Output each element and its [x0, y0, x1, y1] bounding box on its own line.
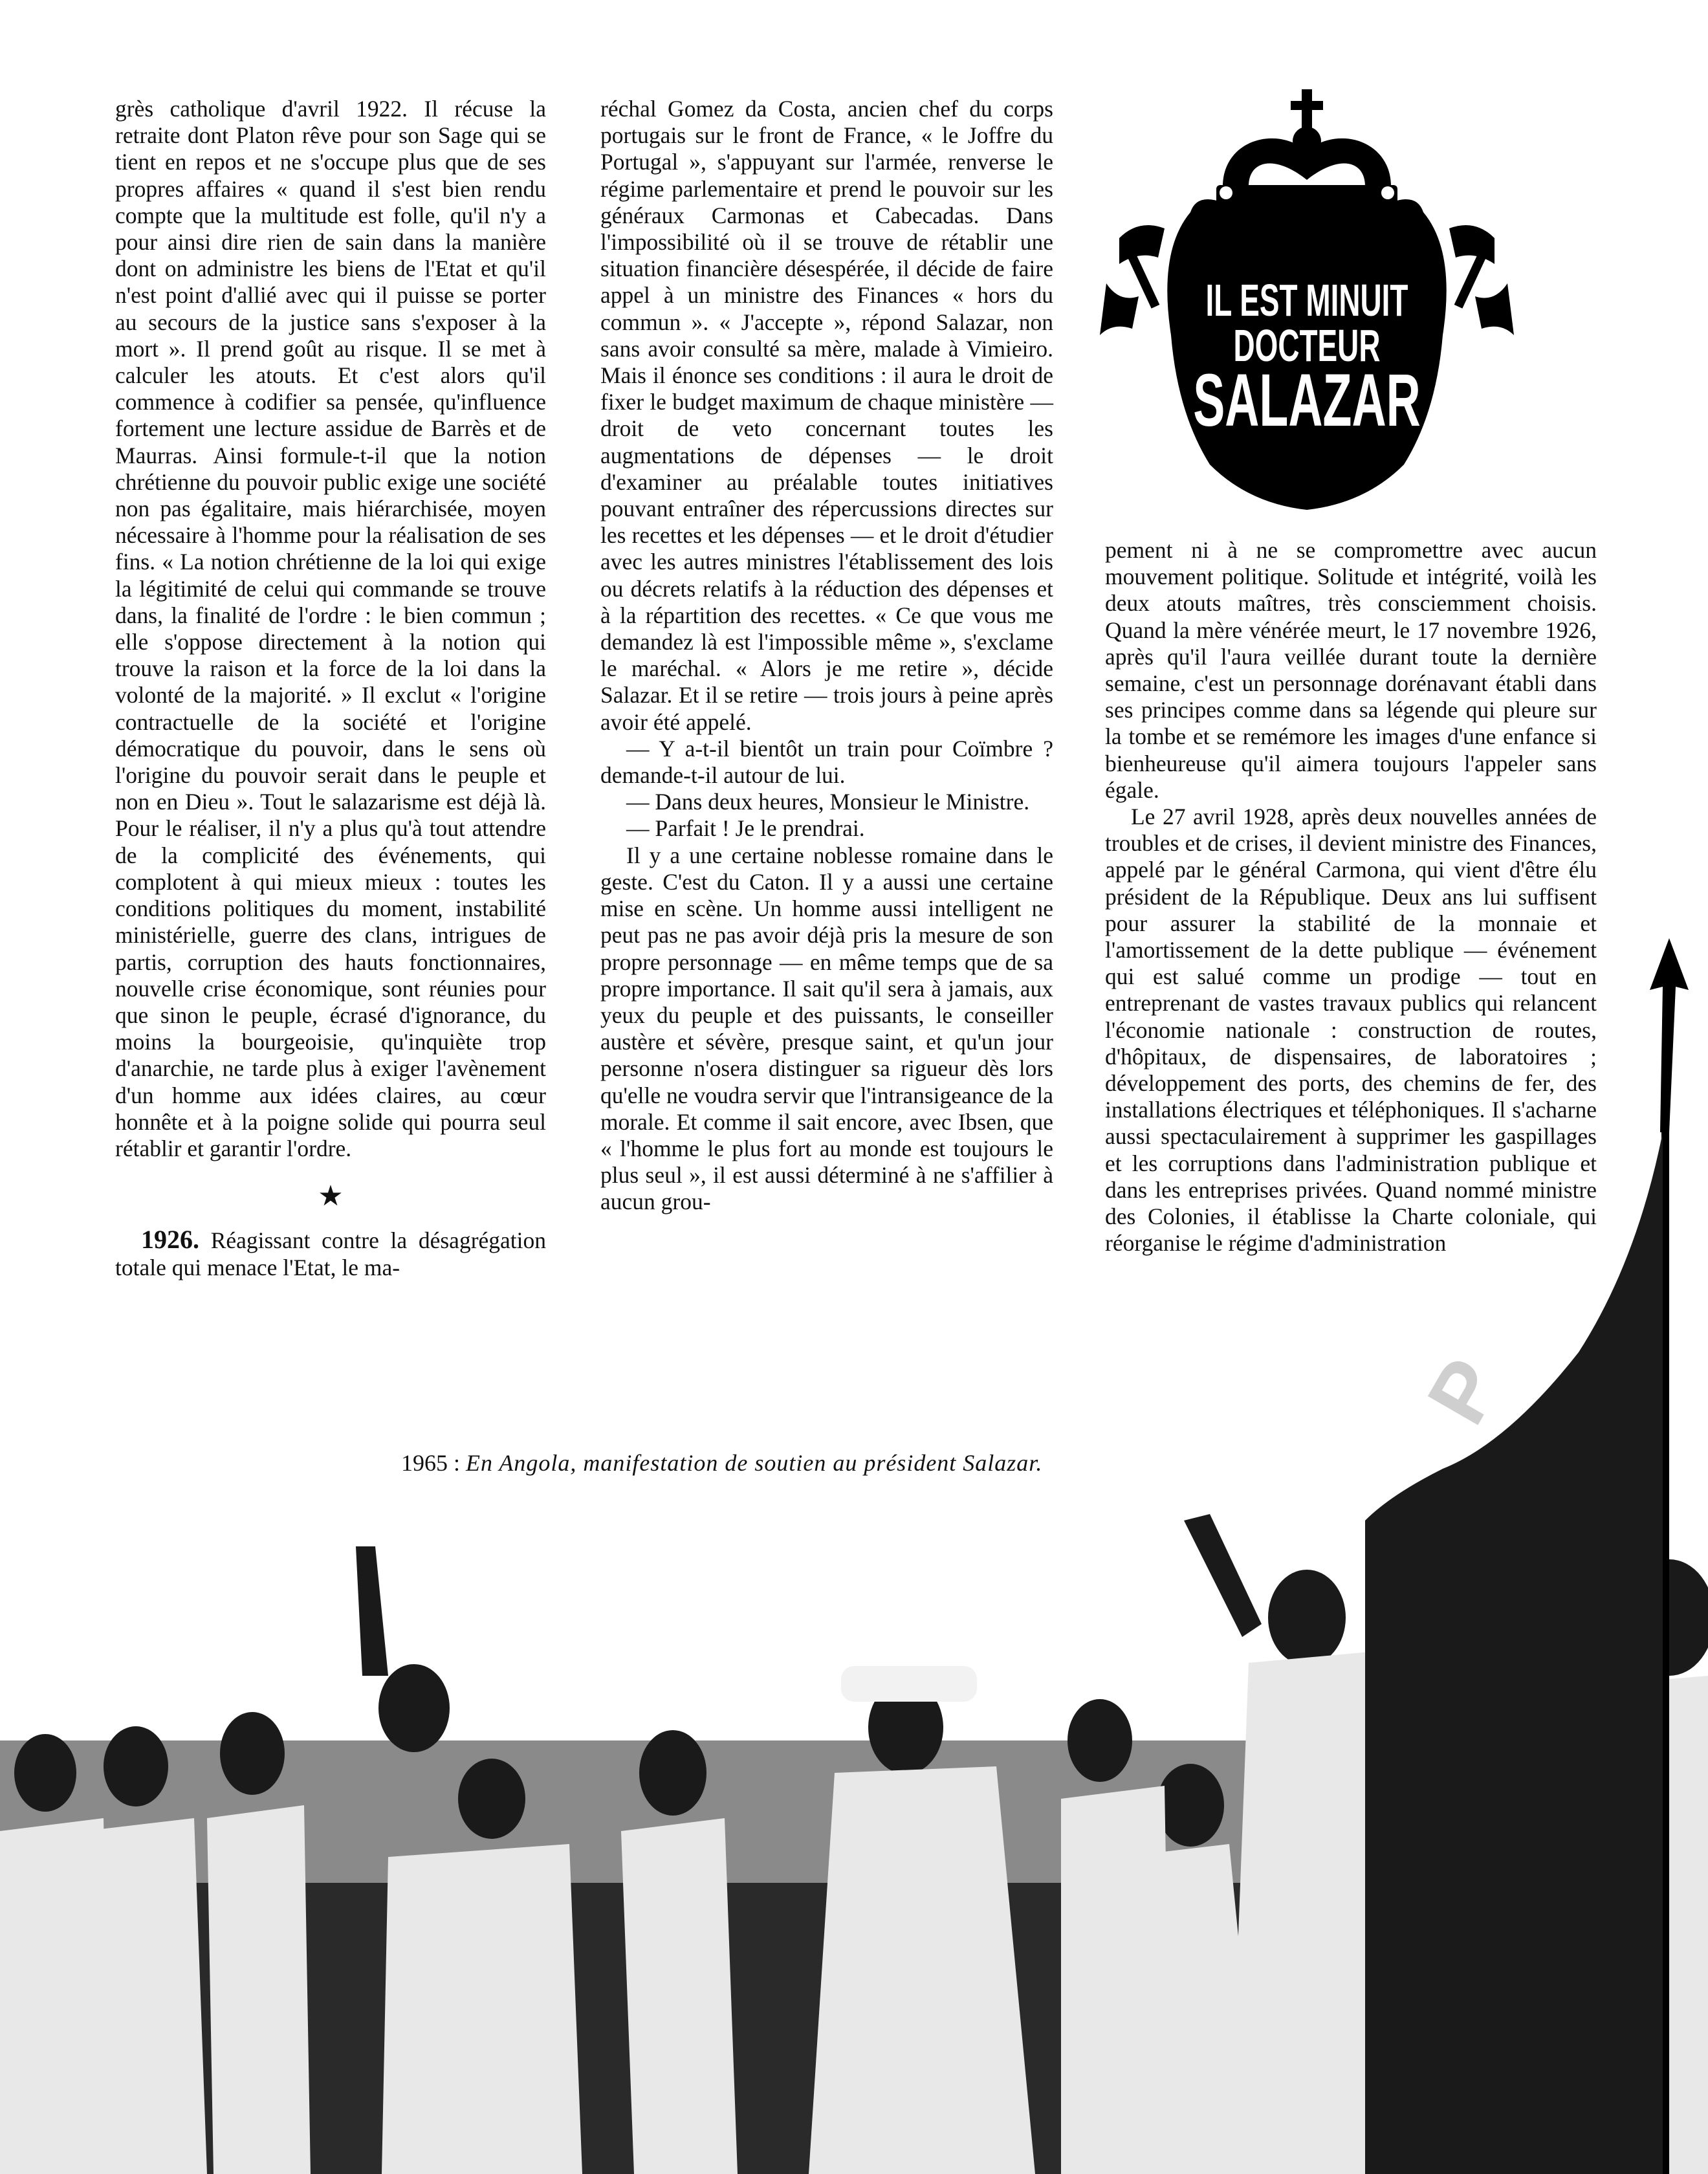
paragraph: grès catholique d'avril 1922. Il récuse la retraite dont Platon rêve pour son Sage qui se tient en repos et ne s'occupe plus que de ses propres affaires « quand il s'est bien rendu compte que la multitude est folle, qu'il n'y a pour ainsi dire rien de sain dans la manière dont on administre les biens de l'Etat et qu'il n'est point d'allié avec qui il puisse se porter au secours de la justice sans s'exposer à la mort ». Il prend goût au risque. Il se met à calculer les atouts. Et c'est alors qu'il commence à codifier sa pensée, qu'influence fortement une lecture assidue de Barrès et de Maurras. Ainsi formule-t-il que la notion chrétienne du pouvoir public exige une société non pas égalitaire, mais hiérarchisée, moyen nécessaire à l'homme pour la réalisation de ses fins. « La notion chrétienne de la loi qui exige la légitimité de celui qui commande se trouve dans, la finalité de l'ordre : le bien commun ; elle s'oppose directement à la notion qui trouve la raison et la force de la loi dans la volonté de la majorité. » Il exclut « l'origine contractuelle de la société et l'origine démocratique du pouvoir, dans le sens où l'origine du pouvoir serait dans le peuple et non en Dieu ». Tout le salazarisme est déjà là. Pour le réaliser, il n'y a plus qu'à tout attendre de la complicité des événements, qui complotent à qui mieux mieux : toutes les conditions politiques du moment, instabilité ministérielle, guerre des clans, intrigues de partis, corruption des hauts fonctionnaires, nouvelle crise économique, sont réunies pour que sinon le peuple, écrasé d'ignorance, du moins la bourgeoisie, qu'inquiète trop d'anarchie, ne tarde plus à exiger l'avènement d'un homme aux idées claires, au cœur honnête et à la poigne solide qui pourra seul rétablir et garantir l'ordre. [115, 96, 546, 1161]
dialogue-line: — Dans deux heures, Monsieur le Ministre. [626, 789, 1030, 815]
article-column-2 [600, 96, 1053, 1216]
paragraph-1926 [115, 1226, 546, 1280]
article-column-1 [115, 96, 546, 1281]
flag-icon [1365, 938, 1708, 2174]
emblem-line-1: IL EST MINUIT [1205, 274, 1408, 326]
caption-text: En Angola, manifestation de soutien au président Salazar. [466, 1450, 1043, 1476]
flag-letter: P [1408, 1343, 1519, 1439]
tassel-right-icon [1449, 225, 1514, 335]
tassel-left-icon [1100, 225, 1165, 335]
paragraph: Le 27 avril 1928, après deux nouvelles années de troubles et de crises, il devient ministre des Finances, appelé par le général Carmona, qui vient d'être élu président de la République. Deux ans lui suffisent pour assurer la stabilité de la monnaie et l'amortissement de la dette publique — événement qui est salué comme un prodige — tout en entreprenant de vastes travaux publics qui relancent l'économie nationale : construction de routes, d'hôpitaux, de dispensaires, de laboratoires ; développement des ports, des chemins de fer, des installations électriques et téléphoniques. Il s'acharne aussi spectaculairement à supprimer les gaspillages et les corruptions dans l'administration publique et dans les entreprises privées. Quand nommé ministre des Colonies, il établisse la Charte coloniale, qui réorganise le régime d'administration [1105, 804, 1597, 1257]
emblem-line-3: SALAZAR [1193, 359, 1421, 443]
paragraph: pement ni à ne se compromettre avec aucun mouvement politique. Solitude et intégrité, voilà les deux atouts maîtres, très consciemment choisis. Quand la mère vénérée meurt, le 17 novembre 1926, après qu'il l'aura veillée durant toute la dernière semaine, c'est un personnage dorénavant établi dans ses principes comme dans sa légende qui pleure sur la tombe et se remémore les images d'une enfance si bienheureuse qu'il aimera toujours l'appeler sans égale. [1105, 537, 1597, 803]
caption-year: 1965 : [401, 1450, 461, 1476]
paragraph: réchal Gomez da Costa, ancien chef du corps portugais sur le front de France, « le Joffre du Portugal », s'appuyant sur l'armée, renverse le régime parlementaire et prend le pouvoir sur les généraux Carmonas et Cabecadas. Dans l'impossibilité où il se trouve de rétablir une situation financière désespérée, il décide de faire appel à un ministre des Finances « hors du commun ». « J'accepte », répond Salazar, non sans avoir consulté sa mère, malade à Vimieiro. Mais il énonce ses conditions : il aura le droit de fixer le budget maximum de chaque ministère — droit de veto concernant toutes les augmentations de dépenses — le droit d'examiner au préalable toutes initiatives pouvant entraîner des répercussions directes sur les recettes et les dépenses — et le droit d'étudier avec les autres ministres l'établissement des lois ou décrets relatifs à la réduction des dépenses et à la répartition des recettes. « Ce que vous me demandez là est l'impossible même », s'exclame le maréchal. « Alors je me retire », décide Salazar. Et il se retire — trois jours à peine après avoir été appelé. [600, 96, 1053, 735]
dialogue-line: — Y a-t-il bientôt un train pour Coïmbre ? demande-t-il autour de lui. [600, 735, 1053, 789]
paragraph-text: Réagissant contre la désagrégation totale qui menace l'Etat, le ma- [115, 1227, 546, 1280]
emblem-line-2: DOCTEUR [1233, 320, 1381, 371]
year-label: 1926. [141, 1225, 199, 1255]
photo-caption [401, 1449, 1255, 1477]
paragraph: Il y a une certaine noblesse romaine dans le geste. C'est du Caton. Il y a aussi une certaine mise en scène. Un homme aussi intelligent ne peut pas ne pas avoir déjà pris la mesure de son propre personnage — en même temps que de sa propre importance. Il sait qu'il sera à jamais, aux yeux du peuple et des puissants, le conseiller austère et sévère, presque saint, et qu'un jour personne n'osera distinguer sa rigueur dès lors qu'elle ne voudra servir que l'intransigeance de la morale. Et comme il sait encore, avec Ibsen, que « l'homme le plus fort au monde est toujours le plus seul », il est aussi déterminé à ne s'affilier à aucun grou- [600, 842, 1053, 1215]
dialogue-line: — Parfait ! Je le prendrai. [626, 815, 865, 842]
title-emblem [1093, 89, 1520, 516]
crown-icon [1216, 89, 1397, 207]
star-separator-icon: ★ [318, 1180, 344, 1213]
